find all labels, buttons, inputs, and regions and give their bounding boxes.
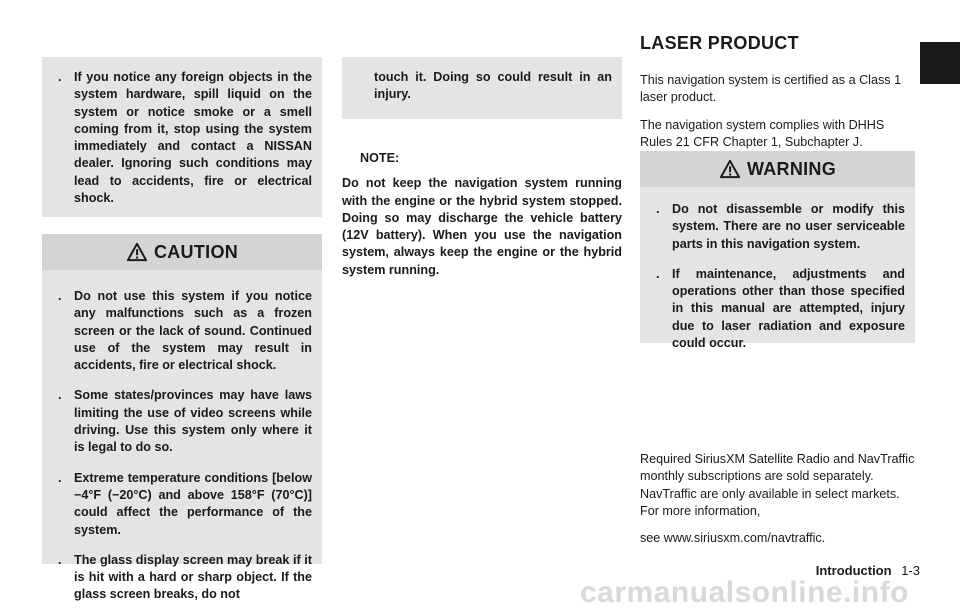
section-title: LASER PRODUCT [640,33,799,53]
warning-header [640,151,915,187]
chapter-tab [920,42,960,84]
warning-title: WARNING [746,158,837,179]
caution-title: CAUTION [153,241,239,262]
caution-continuation-text: touch it. Doing so could result in an injury. [374,70,612,102]
notice-box [42,57,322,217]
laser-paragraph-1: This navigation system is certified as a Class 1 laser product. [640,73,902,105]
caution-box [42,234,322,602]
caution-bullet: . The glass display screen may break if it is hit with a hard or sharp object. If the glass screen breaks, do not [58,552,312,602]
caution-bullet: . Do not use this system if you notice any malfunctions such as a frozen screen or the lack of sound. Continued use of the system may result in accidents, fire or electrical shock. [58,289,312,373]
laser-text [640,72,915,151]
caution-continuation-box [342,57,622,119]
note-label: NOTE: [360,151,400,165]
footer-page-number: 1-3 [901,563,920,578]
sirius-paragraph-2: see www.siriusxm.com/navtraffic. [640,531,826,546]
note-block [342,150,622,279]
caution-bullet: . Some states/provinces may have laws limiting the use of video screens while driving. Use this system only where it is legal to do so. [58,388,312,455]
laser-paragraph-2: The navigation system complies with DHHS Rules 21 CFR Chapter 1, Subchapter J. [640,117,885,149]
warning-bullet: . If maintenance, adjustments and operations other than those specified in this manual are attempted, injury due to laser radiation and exposure could occur. [656,266,905,351]
footer-section: Introduction [815,563,892,578]
caution-bullet: . Extreme temperature conditions [below −4°F (−20°C) and above 158°F (70°C)] could affect the performance of the system. [58,470,312,537]
warning-bullet: . Do not disassemble or modify this system. There are no user serviceable parts in this navigation system. [656,202,905,251]
warning-triangle-icon [126,242,148,262]
warning-triangle-icon [719,159,741,179]
sirius-text [640,451,915,547]
watermark: carmanualsonline.info [580,576,909,609]
warning-box [640,151,915,351]
note-text: Do not keep the navigation system running with the engine or the hybrid system stopped. Doing so may discharge the vehicle battery (12V battery). When you use the navigation system, always keep the engine or the hybrid system running. [342,176,622,277]
notice-bullet: . If you notice any foreign objects in the system hardware, spill liquid on the system or notice smoke or a smell coming from it, stop using the system immediately and contact a NISSAN dealer. Ignoring such conditions may lead to accidents, fire or electrical shock. [58,70,312,206]
sirius-paragraph-1: Required SiriusXM Satellite Radio and NavTraffic monthly subscriptions are sold separately. NavTraffic are only available in select markets. For more information, [640,452,915,518]
caution-header [42,234,322,270]
